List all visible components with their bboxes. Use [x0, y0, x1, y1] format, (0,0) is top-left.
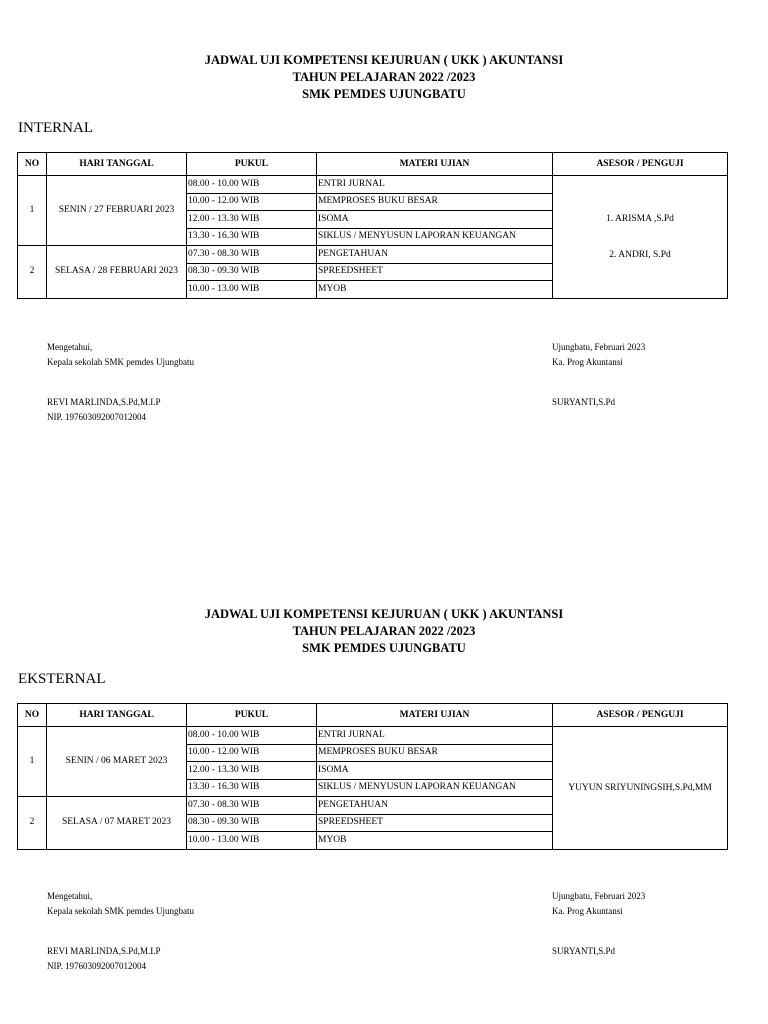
section-label-internal: INTERNAL [18, 120, 93, 136]
day-no: 1 [18, 176, 47, 246]
time-cell: 10.00 - 13.00 WIB [187, 832, 317, 850]
signer-nip: NIP. 197603092007012004 [47, 411, 147, 422]
subject-cell: MYOB [317, 281, 553, 299]
sign-line: Kepala sekolah SMK pemdes Ujungbatu [47, 905, 194, 916]
header-no: NO [18, 704, 47, 727]
time-cell: 07.30 - 08.30 WIB [187, 797, 317, 815]
sign-line: Mengetahui, [47, 342, 93, 352]
time-cell: 07.30 - 08.30 WIB [187, 246, 317, 264]
sign-space [47, 918, 194, 944]
subject-cell: PENGETAHUAN [317, 246, 553, 264]
signer-name: SURYANTI,S.Pd [552, 946, 616, 956]
subject-cell: ENTRI JURNAL [317, 727, 553, 745]
sign-line: Ujungbatu, Februari 2023 [552, 891, 646, 901]
title-line: TAHUN PELAJARAN 2022 /2023 [292, 624, 476, 638]
time-cell: 10.00 - 12.00 WIB [187, 193, 317, 211]
signer-nip: NIP. 197603092007012004 [47, 960, 147, 971]
signer-name: REVI MARLINDA,S.Pd,M.I.P [47, 397, 161, 407]
header-asesor: ASESOR / PENGUJI [553, 704, 728, 727]
time-cell: 13.30 - 16.30 WIB [187, 228, 317, 246]
schedule-table-eksternal [17, 703, 728, 850]
header-time: PUKUL [187, 704, 317, 727]
day-date: SENIN / 27 FEBRUARI 2023 [47, 176, 187, 246]
header-asesor: ASESOR / PENGUJI [553, 153, 728, 176]
document-title-eksternal [0, 606, 768, 657]
table-row [18, 727, 728, 745]
sign-line: Kepala sekolah SMK pemdes Ujungbatu [47, 356, 194, 367]
subject-cell: MYOB [317, 832, 553, 850]
time-cell: 12.00 - 13.30 WIB [187, 211, 317, 229]
time-cell: 08.00 - 10.00 WIB [187, 727, 317, 745]
time-cell: 12.00 - 13.30 WIB [187, 762, 317, 780]
header-date: HARI TANGGAL [47, 704, 187, 727]
subject-cell: SIKLUS / MENYUSUN LAPORAN KEUANGAN [317, 779, 553, 797]
signer-name: REVI MARLINDA,S.Pd,M.I.P [47, 946, 161, 956]
sign-space [552, 918, 645, 944]
header-subject: MATERI UJIAN [317, 153, 553, 176]
sign-space [552, 369, 645, 395]
signature-left-eksternal [47, 889, 194, 973]
subject-cell: PENGETAHUAN [317, 797, 553, 815]
title-line: SMK PEMDES UJUNGBATU [302, 87, 466, 101]
signature-right-internal [552, 340, 645, 410]
header-subject: MATERI UJIAN [317, 704, 553, 727]
subject-cell: MEMPROSES BUKU BESAR [317, 193, 553, 211]
day-no: 2 [18, 797, 47, 850]
day-date: SELASA / 28 FEBRUARI 2023 [47, 246, 187, 299]
sign-line: Mengetahui, [47, 891, 93, 901]
table-header-row [18, 153, 728, 176]
asesor-cell [553, 727, 728, 850]
title-line: TAHUN PELAJARAN 2022 /2023 [292, 70, 476, 84]
sign-line: Ujungbatu, Februari 2023 [552, 342, 646, 352]
header-no: NO [18, 153, 47, 176]
subject-cell: ISOMA [317, 762, 553, 780]
time-cell: 08.00 - 10.00 WIB [187, 176, 317, 194]
subject-cell: SPREEDSHEET [317, 263, 553, 281]
asesor-name: YUYUN SRIYUNINGSIH,S.Pd,MM [568, 782, 712, 793]
subject-cell: ENTRI JURNAL [317, 176, 553, 194]
table-header-row [18, 704, 728, 727]
asesor-name: 2. ANDRI, S.Pd [609, 249, 671, 260]
day-no: 1 [18, 727, 47, 797]
subject-cell: MEMPROSES BUKU BESAR [317, 744, 553, 762]
header-time: PUKUL [187, 153, 317, 176]
signer-name: SURYANTI,S.Pd [552, 397, 616, 407]
asesor-name: 1. ARISMA ,S.Pd [606, 213, 674, 224]
section-label-eksternal: EKSTERNAL [18, 671, 106, 687]
asesor-cell [553, 176, 728, 299]
subject-cell: SPREEDSHEET [317, 814, 553, 832]
title-line: SMK PEMDES UJUNGBATU [302, 641, 466, 655]
day-date: SELASA / 07 MARET 2023 [47, 797, 187, 850]
time-cell: 08.30 - 09.30 WIB [187, 263, 317, 281]
day-no: 2 [18, 246, 47, 299]
signature-left-internal [47, 340, 194, 424]
title-line: JADWAL UJI KOMPETENSI KEJURUAN ( UKK ) AKUNTANSI [204, 53, 564, 67]
document-title-internal [0, 52, 768, 103]
signature-right-eksternal [552, 889, 645, 959]
schedule-table-internal [17, 152, 728, 299]
title-line: JADWAL UJI KOMPETENSI KEJURUAN ( UKK ) AKUNTANSI [204, 607, 564, 621]
subject-cell: ISOMA [317, 211, 553, 229]
sign-space [47, 369, 194, 395]
time-cell: 13.30 - 16.30 WIB [187, 779, 317, 797]
sign-line: Ka. Prog Akuntansi [552, 905, 623, 916]
subject-cell: SIKLUS / MENYUSUN LAPORAN KEUANGAN [317, 228, 553, 246]
table-row [18, 176, 728, 194]
sign-line: Ka. Prog Akuntansi [552, 356, 623, 367]
header-date: HARI TANGGAL [47, 153, 187, 176]
time-cell: 08.30 - 09.30 WIB [187, 814, 317, 832]
time-cell: 10.00 - 13.00 WIB [187, 281, 317, 299]
day-date: SENIN / 06 MARET 2023 [47, 727, 187, 797]
time-cell: 10.00 - 12.00 WIB [187, 744, 317, 762]
